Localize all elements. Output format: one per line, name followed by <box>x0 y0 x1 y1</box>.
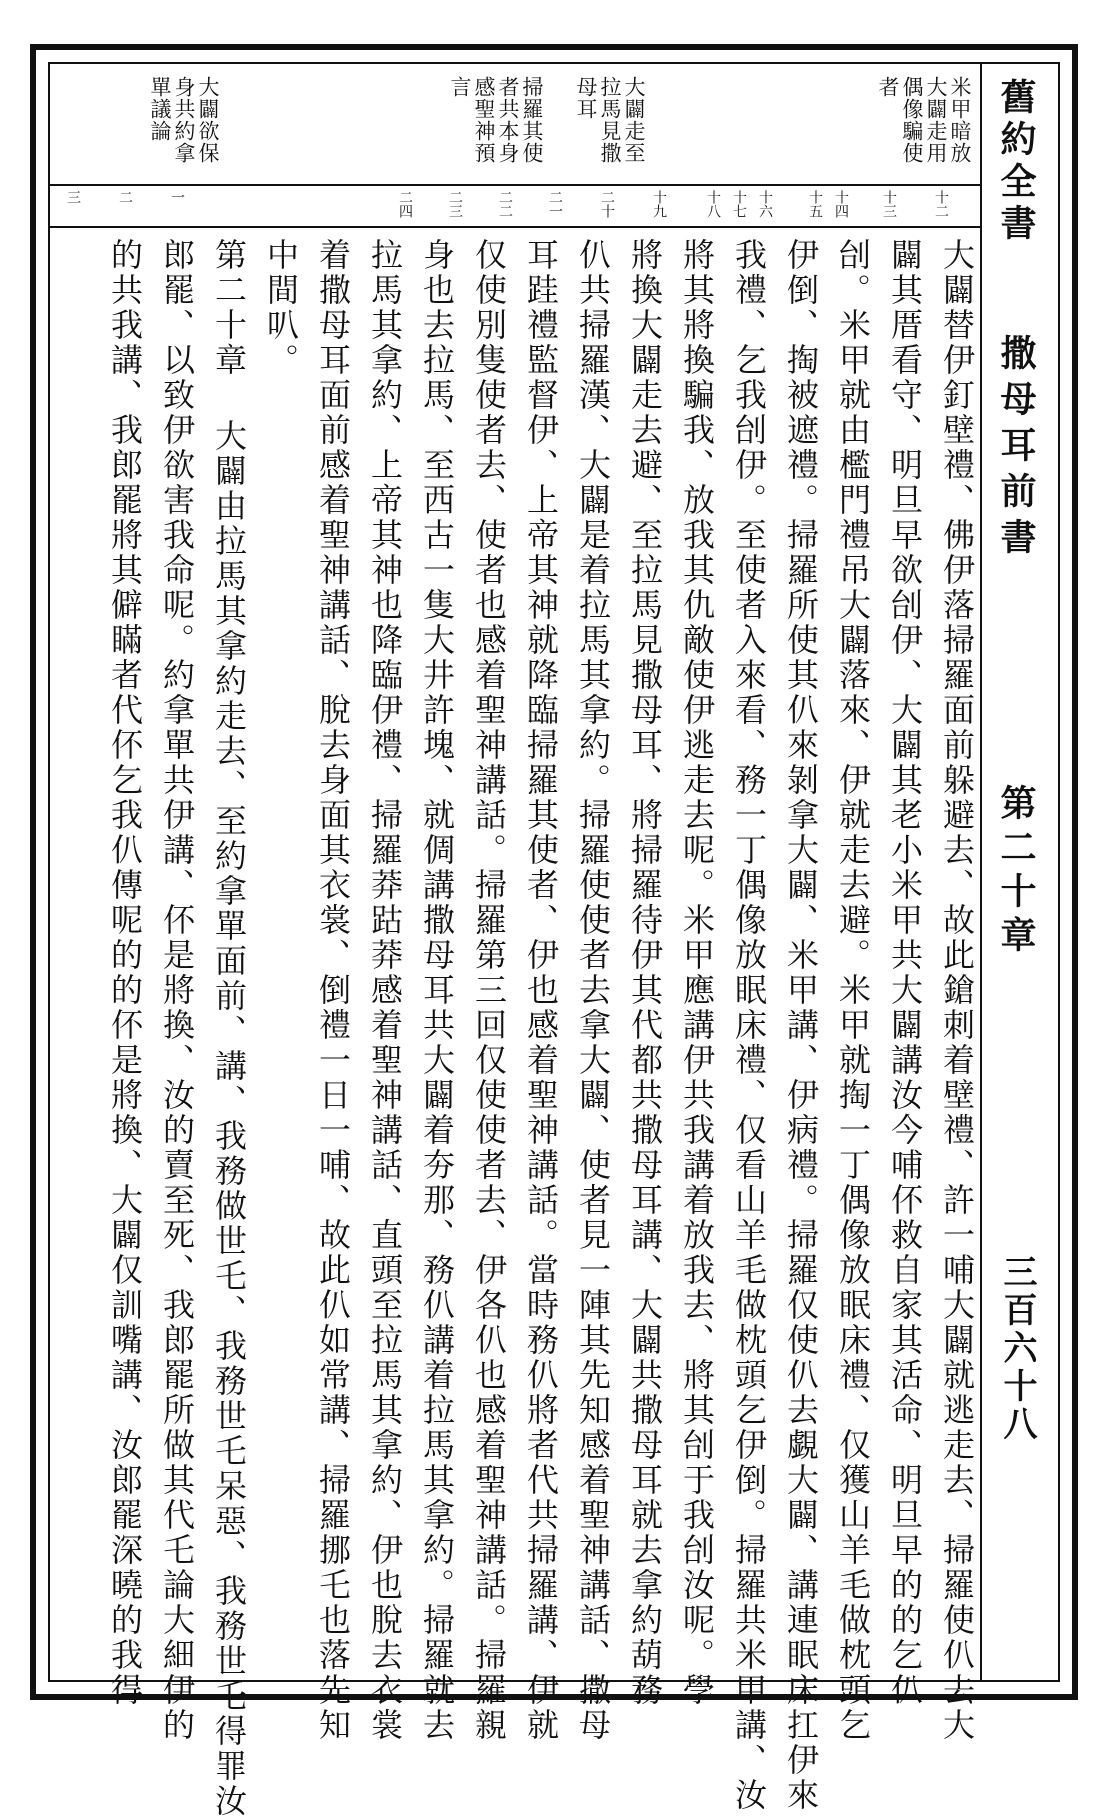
verse-number: 一 <box>169 190 185 204</box>
verse-number: 十七 <box>731 190 747 218</box>
verse-number: 十九 <box>651 190 667 218</box>
text-column: 刣。米甲就由檻門禮吊大闢落來、伊就走去避。米甲就掏一丁偶像放眠床禮、仅獲山羊毛做枕頭乞 <box>834 238 872 1743</box>
verse-number: 二二 <box>497 190 513 218</box>
headnote: 身共約拿 <box>172 76 196 164</box>
headnote: 大闢走用 <box>924 76 948 164</box>
verse-number: 二三 <box>447 190 463 218</box>
text-column: 着撒母耳面前感着聖神講話、脫去身面其衣裳、倒禮一日一哺、故此仈如常講、掃羅挪乇也落先知 <box>314 238 352 1743</box>
book-title: 舊約全書 <box>995 78 1037 246</box>
headnote: 大闢欲保 <box>196 76 220 164</box>
verse-number: 二 <box>117 190 133 204</box>
text-column: 將換大闢走去避、至拉馬見撒母耳、將掃羅待伊其代都共撒母耳講、大闢共撒母耳就去拿約葫務 <box>626 238 664 1708</box>
headnote: 米甲暗放 <box>948 76 972 164</box>
text-column: 闢其厝看守、明旦早欲刣伊、大闢其老小米甲共大闢講汝今哺伓救自家其活命、明旦早的的乞仈 <box>886 238 924 1708</box>
text-column: 中間叭。 <box>262 238 300 378</box>
text-column: 拉馬其拿約、上帝其神也降臨伊禮、掃羅莽跍莽感着聖神講話、直頭至拉馬其拿約、伊也脫去衣裳 <box>366 238 404 1743</box>
inner-frame <box>48 62 1060 1819</box>
verse-number: 十二 <box>933 190 949 218</box>
chapter-number: 第二十章 <box>995 784 1037 960</box>
text-column: 我禮、乞我刣伊。至使者入來看、務一丁偶像放眠床禮、仅看山羊毛做枕頭乞伊倒。掃羅共米甲講、汝 <box>730 238 768 1813</box>
headnote: 感聖神預 <box>472 76 496 164</box>
page-number: 三百六十八 <box>997 1254 1037 1444</box>
verse-number: 十六 <box>757 190 773 218</box>
verse-number: 三 <box>65 190 81 204</box>
text-column: 身也去拉馬、至西古一隻大井許塊、就倜講撒母耳共大闢着夯那、務仈講着拉馬其拿約。掃羅就去 <box>418 238 456 1743</box>
running-header <box>980 64 1058 1680</box>
verse-number: 二四 <box>397 190 413 218</box>
text-column: 郎罷、以致伊欲害我命呢。約拿單共伊講、伓是將換、汝的賣至死、我郎罷所做其代乇論大細伊的 <box>158 238 196 1743</box>
main-text <box>50 228 982 1819</box>
headnote: 掃羅其使 <box>520 76 544 164</box>
verse-number: 二一 <box>547 190 563 218</box>
text-column: 仈共掃羅漢、大闢是着拉馬其拿約。掃羅使使者去拿大闢、使者見一陣其先知感着聖神講話、撒母 <box>574 238 612 1743</box>
text-column: 伊倒、掏被遮禮。掃羅所使其仈來剝拿大闢、米甲講、伊病禮。掃羅仅使仈去覷大闢、講連眠床扛伊來 <box>782 238 820 1813</box>
chapter-start-column: 第二十章 大闢由拉馬其拿約走去、至約拿單面前、講、我務做世乇、我務世乇呆惡、我務世乇得罪汝 <box>210 238 248 1819</box>
verse-number: 二十 <box>599 190 615 218</box>
text-column: 將其將換騙我、放我其仇敵使伊逃走去呢。米甲應講伊共我講着放我去、將其刣于我刣汝呢。學 <box>678 238 716 1708</box>
chapter-title: 撒母耳前書 <box>995 334 1037 564</box>
headnote: 單議論 <box>148 76 172 142</box>
headnote: 拉馬見撒 <box>598 76 622 164</box>
headnote: 者共本身 <box>496 76 520 164</box>
verse-number: 十三 <box>881 190 897 218</box>
headnote: 偶像騙使 <box>900 76 924 164</box>
text-column: 耳跬禮監督伊、上帝其神就降臨掃羅其使者、伊也感着聖神講話。當時務仈將者代共掃羅講、伊就 <box>522 238 560 1743</box>
headnote: 母耳 <box>574 76 598 120</box>
text-column: 仅使別隻使者去、使者也感着聖神講話。掃羅第三回仅使使者去、伊各仈也感着聖神講話。掃羅親 <box>470 238 508 1743</box>
headnote: 言 <box>448 76 472 98</box>
text-column: 的共我講、我郎罷將其僻瞞者代伓乞我仈傳呢的的伓是將換、大闢仅訓嘴講、汝郎罷深曉的我得 <box>106 238 144 1708</box>
headnotes <box>50 64 982 186</box>
verse-number: 十五 <box>807 190 823 218</box>
page-frame <box>30 44 1078 1819</box>
text-column: 大闢替伊釘壁禮、佛伊落掃羅面前躲避去、故此鎗刺着壁禮、許一哺大闢就逃走去、掃羅使仈去大 <box>938 238 976 1743</box>
headnote: 大闢走至 <box>622 76 646 164</box>
verse-number: 十四 <box>833 190 849 218</box>
verse-number: 十八 <box>705 190 721 218</box>
headnote: 者 <box>876 76 900 98</box>
verse-number-row <box>50 184 982 228</box>
